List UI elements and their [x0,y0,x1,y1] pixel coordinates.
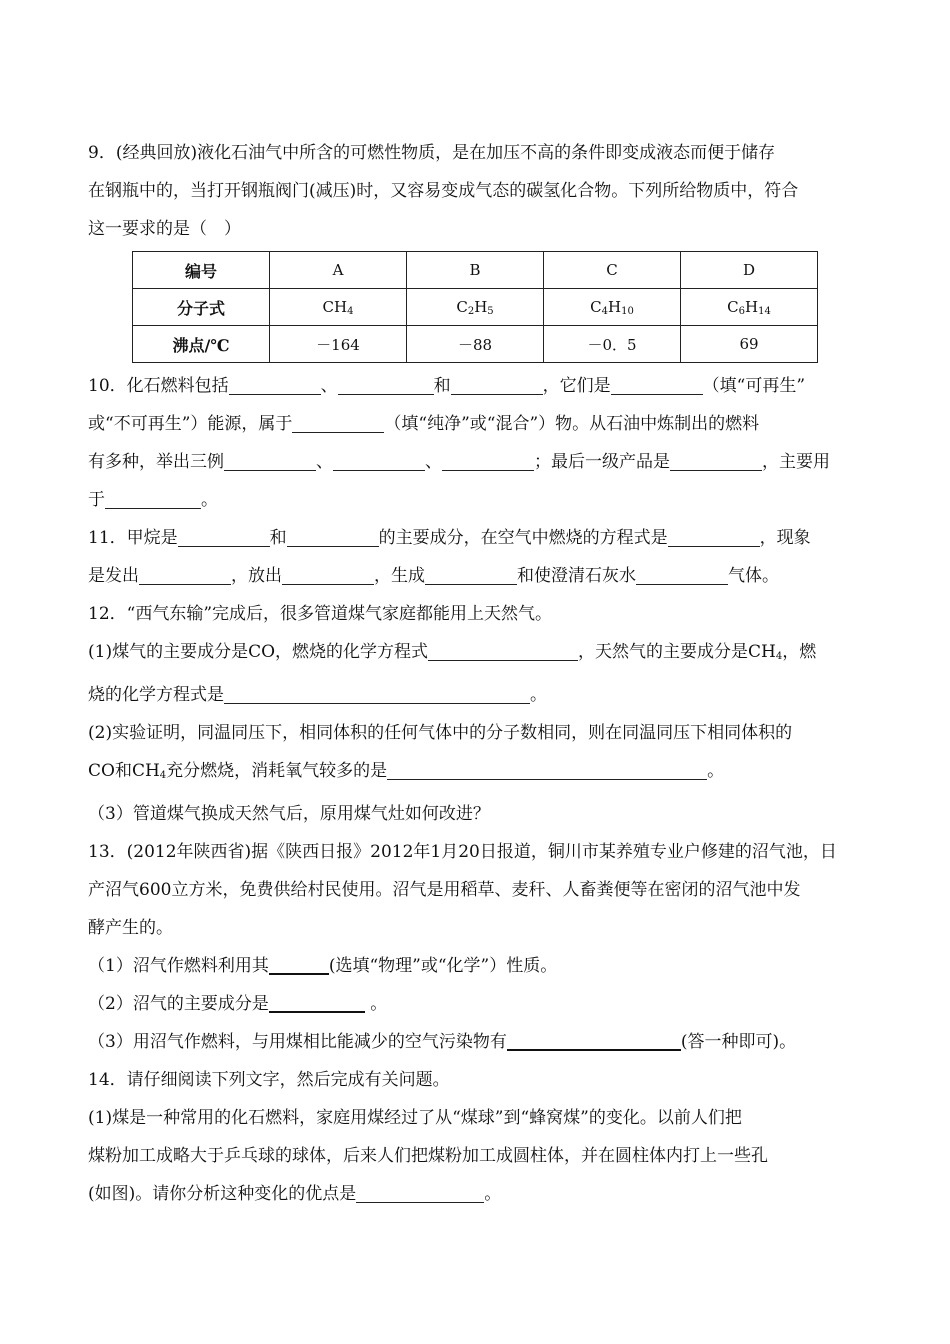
answer-blank[interactable] [139,564,231,585]
q12-part-2-line-1: (2)实验证明，同温同压下，相同体积的任何气体中的分子数相同，则在同温同压下相同体积的 [88,723,793,743]
q13-line-3: 酵产生的。 [88,918,173,938]
q13-part-1: （1）沼气作燃料利用其 (选填“物理”或“化学”）性质。 [88,947,864,985]
q12-part-3: （3）管道煤气换成天然气后，原用煤气灶如何改进？ [88,804,490,824]
q11-line-2: 是发出 ，放出 ，生成 和使澄清石灰水 气体。 [88,566,779,586]
q13-part-3: （3）用沼气作燃料，与用煤相比能减少的空气污染物有 (答一种即可)。 [88,1023,864,1061]
boiling-a: －164 [270,326,407,363]
q11-line-1: 11．甲烷是 和 的主要成分，在空气中燃烧的方程式是 ，现象 [88,528,811,548]
q13-line-1: 13．(2012年陕西省)据《陕西日报》2012年1月20日报道，铜川市某养殖专业户修建的沼气池，日 [88,842,837,862]
answer-blank[interactable] [292,412,384,433]
q12-intro: 12．“西气东输”完成后，很多管道煤气家庭都能用上天然气。 [88,604,553,624]
q12-part-1-line-1: (1)煤气的主要成分是CO，燃烧的化学方程式 ，天然气的主要成分是$CH_4$，燃 [88,642,817,662]
q14-line-2: 煤粉加工成略大于乒乓球的球体，后来人们把煤粉加工成圆柱体，并在圆柱体内打上一些孔 [88,1146,768,1166]
boiling-b: －88 [407,326,544,363]
answer-blank[interactable] [105,488,201,509]
q10-line-4: 于 。 [88,490,218,510]
q9-line-1: 9．(经典回放)液化石油气中所含的可燃性物质，是在加压不高的条件即变成液态而便于储存 [88,143,776,163]
q13-line-2: 产沼气600立方米，免费供给村民使用。沼气是用稻草、麦秆、人畜粪便等在密闭的沼气池中发 [88,880,801,900]
q9-line-2: 在钢瓶中的，当打开钢瓶阀门(减压)时，又容易变成气态的碳氢化合物。下列所给物质中，符合 [88,181,799,201]
id-c: C [544,252,681,289]
answer-blank[interactable] [269,953,329,975]
row-header-formula: 分子式 [133,289,270,326]
boiling-d: 69 [681,326,818,363]
answer-blank[interactable] [224,683,530,704]
worksheet-page [88,134,864,1213]
id-a: A [270,252,407,289]
answer-blank[interactable] [668,526,760,547]
q14-line-1: (1)煤是一种常用的化石燃料，家庭用煤经过了从“煤球”到“蜂窝煤”的变化。以前人们把 [88,1108,742,1128]
q14-intro: 14．请仔细阅读下列文字，然后完成有关问题。 [88,1070,450,1090]
q13-part-2: （2）沼气的主要成分是 。 [88,985,864,1023]
answer-blank[interactable] [425,564,517,585]
row-header-boiling: 沸点/℃ [133,326,270,363]
answer-blank[interactable] [451,374,543,395]
answer-blank[interactable] [442,450,534,471]
row-header-id: 编号 [133,252,270,289]
answer-blank[interactable] [636,564,728,585]
formula-b: $C_2H_5$ [407,289,544,326]
answer-blank[interactable] [224,450,316,471]
answer-blank[interactable] [356,1182,484,1203]
answer-blank[interactable] [269,991,365,1013]
answer-blank[interactable] [229,374,321,395]
answer-blank[interactable] [428,640,578,661]
answer-blank[interactable] [611,374,703,395]
id-b: B [407,252,544,289]
formula-d: $C_6H_{14}$ [681,289,818,326]
answer-blank[interactable] [387,759,707,780]
q14-line-3: (如图)。请你分析这种变化的优点是 。 [88,1184,502,1204]
answer-blank[interactable] [282,564,374,585]
hydrocarbon-table [132,251,818,363]
boiling-c: －0．5 [544,326,681,363]
answer-blank[interactable] [287,526,379,547]
q12-part-1-line-2: 烧的化学方程式是 。 [88,685,547,705]
answer-blank[interactable] [178,526,270,547]
answer-blank[interactable] [333,450,425,471]
table-row-formulas [133,289,818,326]
q10-line-3: 有多种，举出三例 、 、 ；最后一级产品是 ，主要用 [88,452,830,472]
q12-part-2-line-2: CO和$CH_4$充分燃烧，消耗氧气较多的是 。 [88,761,725,781]
id-d: D [681,252,818,289]
formula-c: $C_4H_{10}$ [544,289,681,326]
q10-line-2: 或“不可再生”）能源，属于 （填“纯净”或“混合”）物。从石油中炼制出的燃料 [88,414,760,434]
answer-blank[interactable] [670,450,762,471]
answer-blank[interactable] [507,1029,681,1051]
answer-blank[interactable] [338,374,434,395]
q10-line-1: 10．化石燃料包括 、 和 ，它们是 （填“可再生” [88,376,806,396]
table-row-boiling [133,326,818,363]
q9-line-3: 这一要求的是（ ） [88,219,241,239]
formula-a: $CH_4$ [270,289,407,326]
table-row-ids [133,252,818,289]
